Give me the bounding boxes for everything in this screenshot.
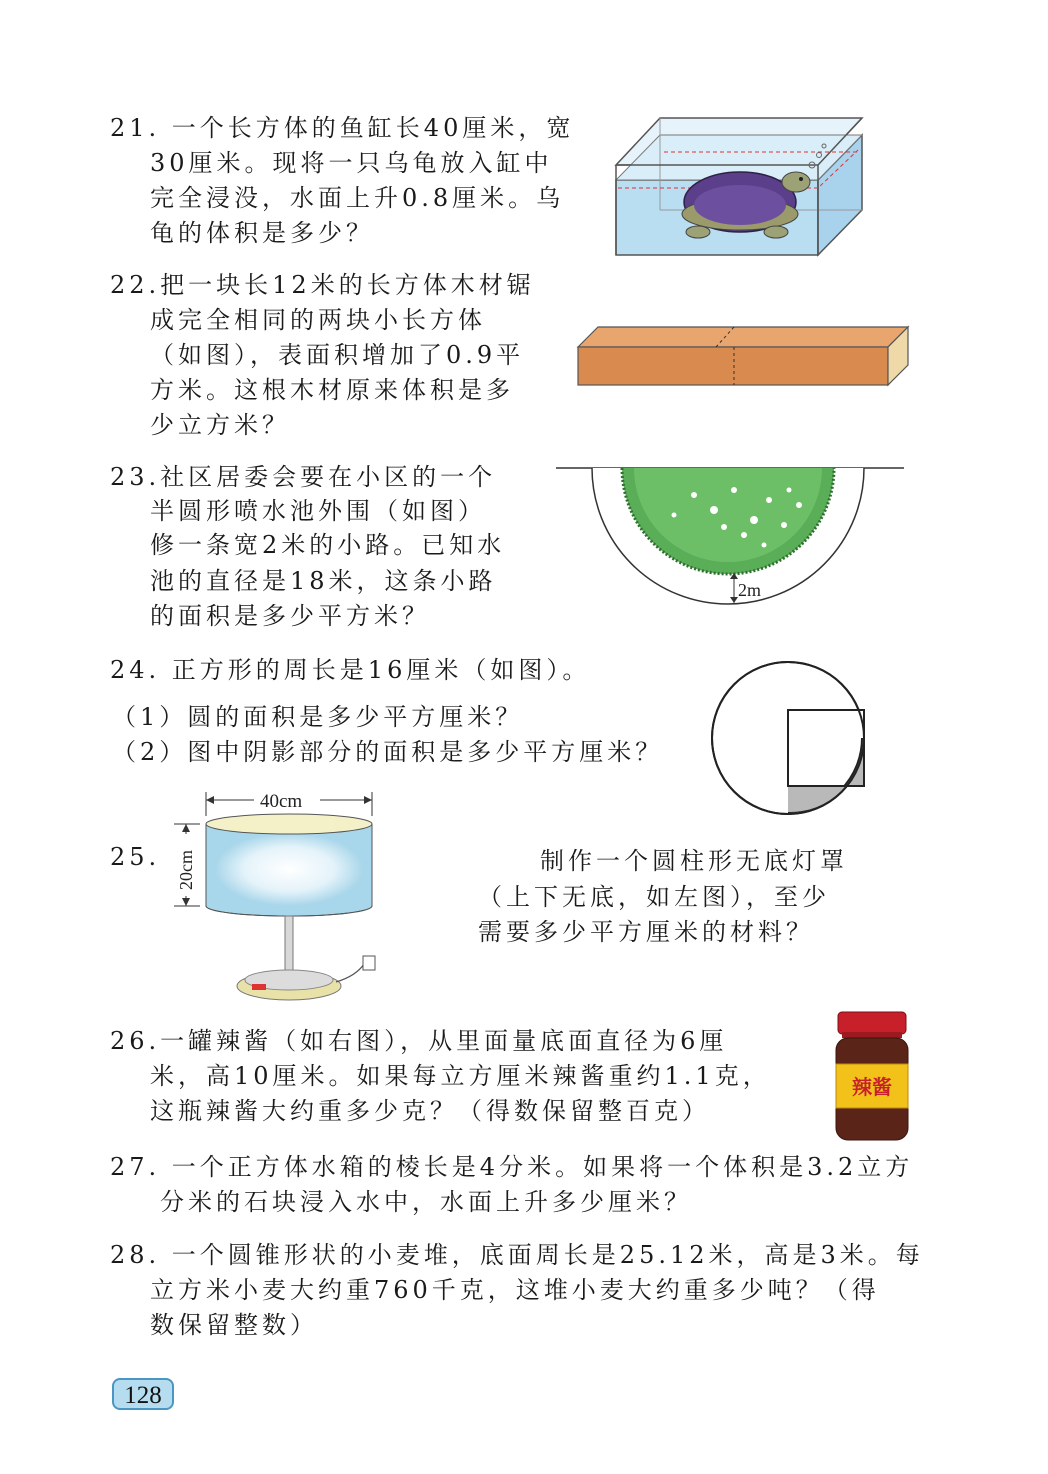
problem-22-line-5: 少立方米？ [150, 411, 290, 439]
problem-21-line-4: 龟的体积是多少？ [150, 219, 374, 247]
problem-26-line-3: 这瓶辣酱大约重多少克？（得数保留整百克） [150, 1097, 710, 1125]
lamp-height-label: 20cm [176, 850, 196, 890]
wood-block-figure [576, 325, 912, 389]
problem-25-line-1: 制作一个圆柱形无底灯罩 [540, 847, 848, 875]
problem-22-line-1: 22.把一块长12米的长方体木材锯 [110, 271, 535, 299]
page-number-badge: 128 [112, 1378, 174, 1410]
problem-25-line-2: （上下无底，如左图），至少 [478, 883, 830, 911]
lamp-width-label: 40cm [260, 791, 303, 812]
circle-square-figure [708, 658, 868, 818]
problem-22-line-4: 方米。这根木材原来体积是多 [150, 376, 514, 404]
problem-24-line-3: （2）图中阴影部分的面积是多少平方厘米？ [112, 738, 664, 766]
problem-28-line-3: 数保留整数） [150, 1311, 318, 1339]
jar-label: 辣酱 [852, 1075, 892, 1099]
problem-21-line-2: 30厘米。现将一只乌龟放入缸中 [150, 149, 553, 177]
problem-23-line-3: 修一条宽2米的小路。已知水 [150, 531, 506, 559]
problem-28-line-2: 立方米小麦大约重760千克，这堆小麦大约重多少吨？（得 [150, 1276, 880, 1304]
problem-22-line-2: 成完全相同的两块小长方体 [150, 306, 486, 334]
problem-26-line-1: 26.一罐辣酱（如右图），从里面量底面直径为6厘 [110, 1027, 728, 1055]
semicircle-pond-figure [554, 465, 906, 615]
problem-22-line-3: （如图），表面积增加了0.9平 [150, 341, 525, 369]
problem-24-line-2: （1）圆的面积是多少平方厘米？ [112, 703, 524, 731]
fish-tank-turtle-figure [600, 110, 870, 260]
problem-23-line-4: 池的直径是18米，这条小路 [150, 567, 497, 595]
problem-27-line-2: 分米的石块浸入水中，水面上升多少厘米？ [160, 1188, 692, 1216]
problem-23-line-5: 的面积是多少平方米？ [150, 602, 430, 630]
problem-26-line-2: 米，高10厘米。如果每立方厘米辣酱重约1.1克， [150, 1062, 771, 1090]
problem-21-line-1: 21. 一个长方体的鱼缸长40厘米，宽 [110, 114, 575, 142]
problem-25-number: 25. [110, 843, 161, 871]
problem-25-line-3: 需要多少平方厘米的材料？ [478, 918, 814, 946]
path-width-label: 2m [738, 580, 762, 600]
chili-sauce-jar-figure [832, 1008, 912, 1144]
lampshade-figure [160, 786, 390, 1010]
problem-28-line-1: 28. 一个圆锥形状的小麦堆，底面周长是25.12米，高是3米。每 [110, 1241, 924, 1269]
problem-23-line-1: 23.社区居委会要在小区的一个 [110, 463, 497, 491]
problem-27-line-1: 27. 一个正方体水箱的棱长是4分米。如果将一个体积是3.2立方 [110, 1153, 914, 1181]
problem-23-line-2: 半圆形喷水池外围（如图） [150, 497, 486, 525]
problem-24-line-1: 24. 正方形的周长是16厘米（如图）。 [110, 656, 591, 684]
problem-21-line-3: 完全浸没，水面上升0.8厘米。乌 [150, 184, 565, 212]
